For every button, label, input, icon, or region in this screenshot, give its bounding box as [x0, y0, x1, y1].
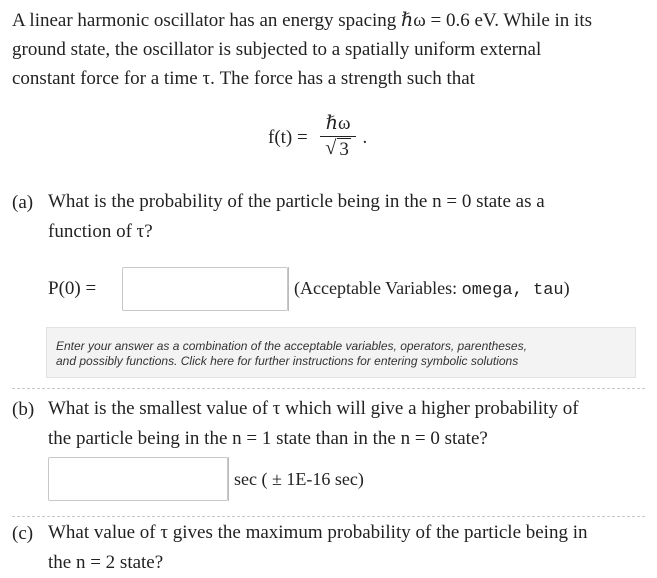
formula-period: . [362, 126, 368, 148]
formula-lhs: f(t) = [268, 126, 308, 148]
problem-intro [12, 6, 642, 93]
answer-divider-b [228, 457, 229, 501]
part-b-question-line-1: What is the smallest value of τ which will give a higher probability of [48, 398, 579, 419]
part-b-unit: sec ( ± 1E-16 sec) [234, 469, 364, 489]
part-b-question-line-2: the particle being in the n = 1 state than in the n = 0 state? [48, 428, 488, 449]
part-b-question [48, 394, 638, 454]
part-a-answer-label: P(0) = [48, 278, 97, 299]
part-b-label: (b) [12, 399, 35, 420]
intro-line-1: A linear harmonic oscillator has an energy spacing ℏω = 0.6 eV. While in its [12, 10, 593, 31]
acceptable-suffix: ) [563, 278, 570, 298]
acceptable-prefix: (Acceptable Variables: [294, 278, 462, 298]
hint-line-2[interactable]: and possibly functions. Click here for further instructions for entering symbolic solutions [56, 354, 519, 368]
part-a-question-line-2: function of τ? [48, 221, 153, 242]
intro-line-3: constant force for a time τ. The force has a strength such that [12, 68, 475, 89]
force-formula [268, 112, 367, 163]
hint-line-1: Enter your answer as a combination of the acceptable variables, operators, parentheses, [56, 339, 527, 353]
part-a-answer-input[interactable] [122, 267, 288, 311]
symbolic-hint-box[interactable] [46, 327, 636, 378]
formula-denominator [325, 137, 351, 163]
divider-a-b [12, 388, 645, 389]
radical-sign: √ [325, 137, 337, 159]
answer-divider [288, 267, 289, 311]
acceptable-variables-note [294, 278, 570, 300]
acceptable-vars: omega, tau [461, 281, 564, 300]
part-c-label: (c) [12, 523, 34, 544]
part-c-question-line-1: What value of τ gives the maximum probability of the particle being in [48, 522, 588, 543]
part-c-question [48, 518, 638, 578]
intro-line-2: ground state, the oscillator is subjected to a spatially uniform external [12, 39, 542, 60]
divider-b-c [12, 516, 645, 517]
formula-fraction [320, 112, 357, 163]
part-a-question-line-1: What is the probability of the particle being in the n = 0 state as a [48, 191, 545, 212]
radicand: 3 [339, 139, 349, 160]
part-a-question [48, 187, 638, 247]
formula-numerator: ℏω [320, 112, 357, 137]
part-c-question-line-2: the n = 2 state? [48, 552, 164, 573]
part-b-answer-input[interactable] [48, 457, 228, 501]
square-root [325, 139, 351, 160]
part-a-label: (a) [12, 192, 34, 213]
